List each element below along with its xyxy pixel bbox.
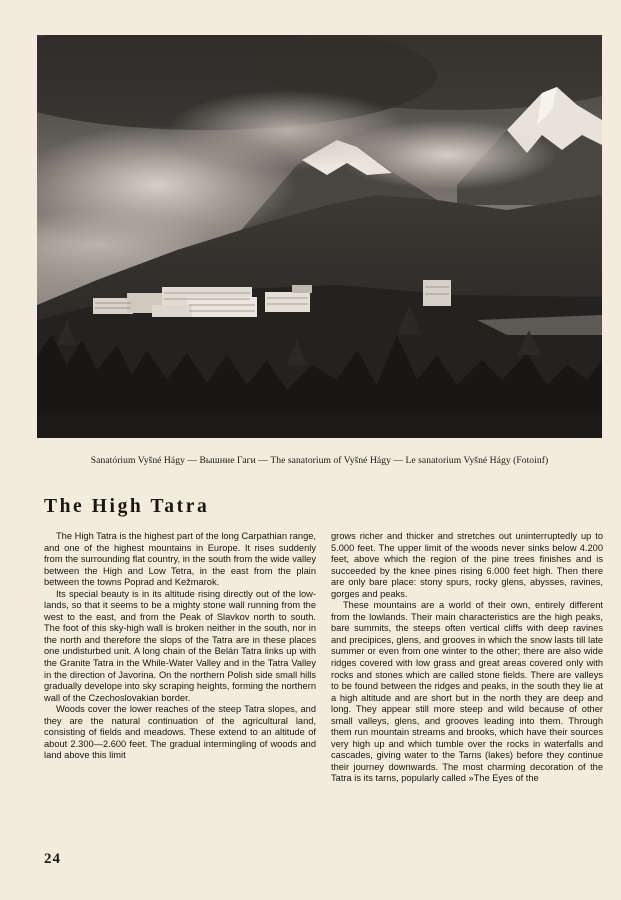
paragraph: The High Tatra is the highest part of the long Carpathian range, and one of the highest mountains in Europe. It rises suddenly from the surrounding flat country, in the south from the wide valley between the High and Low Tetra, in the east from the plain between the towns Poprad and Kežmarok. [44,531,316,588]
article-column-left [44,531,316,762]
article-title: The High Tatra [44,496,210,517]
paragraph: grows richer and thicker and stretches out uninterruptedly up to 5.000 feet. The upper limit of the woods never sinks below 4.200 feet, above which the region of the pine trees finishes and is succeeded by the knee pines rising 6.000 feet high. Then there are only bare place: stony spurs, rocky glens, abysses, ravines, gorges and peaks. [331,531,603,599]
paragraph: Its special beauty is in its altitude rising directly out of the low-lands, so that it seems to be a mighty stone wall running from the west to the east, and from the Peak of Slavkov north to south. The foot of this sky-high wall is broken neither in the south, nor in the north and therefore the slops of the Tatra are in these places one undisturbed unit. A long chain of the Belán Tatra links up with the Granite Tatra in the While-Water Valley and in the Tatra Valley in the direction of Javorina. On the northern Polish side small hills gradually develope into sky scraping heights, forming the northern wall of the Czechoslovakian border. [44,588,316,703]
paragraph: These mountains are a world of their own, entirely different from the lowlands. Their main characteristics are the high peaks, bare summits, the steeps often vertical cliffs with deep ravines and precipices, glens, and grooves in which the snow lasts till late summer or even from one winter to the other; there are also wide ridges covered with low grass and great areas covered only with rocks and stones which are called stone fields. There are valleys to be found between the ridges and peaks, in the south they lie at a high altitude and are short but in the north they are deep and long. They appear still more steep and wild because of other small valleys, glens, and grooves leading into them. Through them run mountain streams and brooks, which have their sources very high up and which tumble over the rocks in waterfalls and cascades, giving water to the Tarns (lakes) before they continue their journey downwards. The most charming decoration of the Tatra is its tarns, popularly called »The Eyes of the [331,600,603,784]
article-column-right [331,531,603,785]
sanatorium-photo [37,35,602,438]
photo-caption: Sanatórium Vyšné Hágy — Вышние Гаги — The sanatorium of Vyšné Hágy — Le sanatorium Vyšné Hágy (Fotoinf) [90,455,549,466]
page-number: 24 [44,851,61,867]
paragraph: Woods cover the lower reaches of the steep Tatra slopes, and they are the natural continuation of the agricultural land, consisting of fields and meadows. These extend to an altitude of about 2.300—2.600 feet. The gradual intermingling of woods and land above this limit [44,704,316,761]
